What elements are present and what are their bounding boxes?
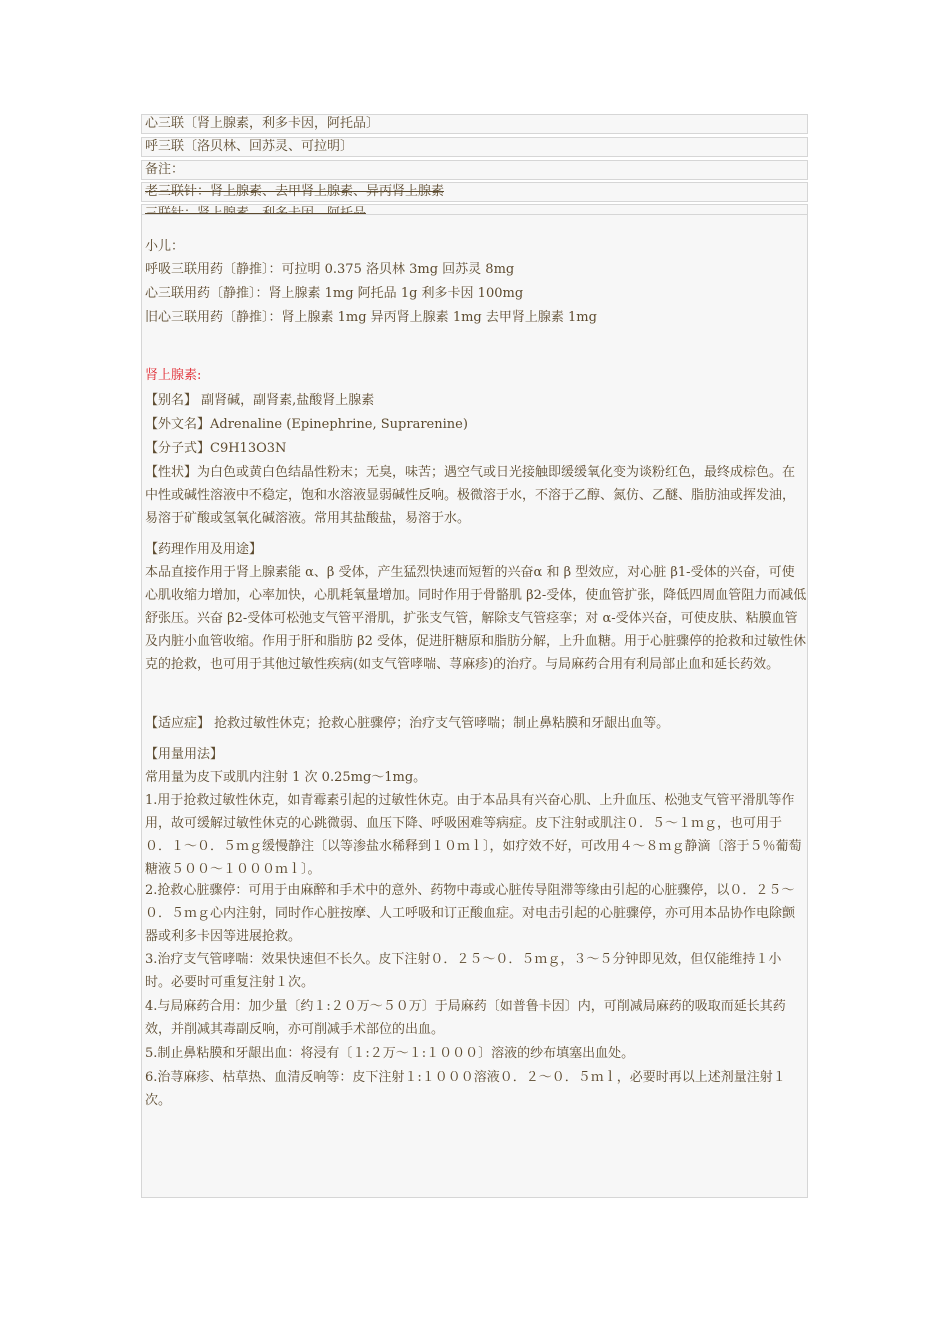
dosage-item-3: 3.治疗支气管哮喘：效果快速但不长久。皮下注射０．２５～０．５ｍｇ，３～５分钟即见效，但仅能维持１小时。必要时可重复注射１次。	[145, 952, 782, 990]
dosage-heading: 【用量用法】	[145, 747, 224, 762]
combo-row-old-triple: 老三联针：肾上腺素、去甲肾上腺素、异丙肾上腺素	[141, 182, 808, 202]
dosage-item-6: 6.治荨麻疹、枯草热、血清反响等：皮下注射１:１０００溶液０．２～０．５ｍｌ，必要时再以上述剂量注射１次。	[145, 1070, 786, 1108]
pediatric-line-old-cardiac: 旧心三联用药〔静推〕：肾上腺素 1mg 异丙肾上腺素 1mg 去甲肾上腺素 1mg	[145, 310, 597, 325]
drug-properties: 【性状】为白色或黄白色结晶性粉末；无臭，味苦；遇空气或日光接触即缓缓氧化变为谈粉红色，最终成棕色。在中性或碱性溶液中不稳定，饱和水溶液显弱碱性反响。极微溶于水，不溶于乙醇、氮仿、乙醚、脂肪油或挥发油，易溶于矿酸或氢氧化碱溶液。常用其盐酸盐，易溶于水。	[145, 465, 796, 526]
pediatric-line-respiratory: 呼吸三联用药〔静推〕：可拉明 0.375 洛贝林 3mg 回苏灵 8mg	[145, 262, 515, 277]
dosage-item-4: 4.与局麻药合用：加少量〔约１:２０万～５０万〕于局麻药〔如普鲁卡因〕内，可削减局麻药的吸取而延长其药效，并削减其毒副反响，亦可削减手术部位的出血。	[145, 999, 786, 1037]
drug-title: 肾上腺素:	[145, 368, 202, 383]
drug-alias: 【别名】 副肾碱，副肾素,盐酸肾上腺素	[145, 393, 375, 408]
pharmacology-text: 本品直接作用于肾上腺素能 α、β 受体，产生猛烈快速而短暂的兴奋α 和 β 型效应，对心脏 β1-受体的兴奋，可使心肌收缩力增加，心率加快，心肌耗氧量增加。同时作用于骨骼肌 β2-受体，使血管扩张，降低四周血管阻力而减低舒张压。兴奋 β2-受体可松弛支气管平滑肌，扩张支气管，解除支气管痉挛；对 α-受体兴奋，可使皮肤、粘膜血管及内脏小血管收缩。作用于肝和脂肪 β2 受体，促进肝糖原和脂肪分解，上升血糖。用于心脏骤停的抢救和过敏性休克的抢救，也可用于其他过敏性疾病(如支气管哮喘、荨麻疹)的治疗。与局麻药合用有利局部止血和延长药效。	[145, 565, 807, 672]
dosage-intro: 常用量为皮下或肌内注射 1 次 0.25mg～1mg。	[145, 770, 427, 785]
pediatric-line-cardiac: 心三联用药〔静推〕：肾上腺素 1mg 阿托品 1g 利多卡因 100mg	[145, 286, 524, 301]
combo-row-note: 备注：	[141, 160, 808, 180]
drug-formula: 【分子式】C9H13O3N	[145, 441, 287, 456]
pharmacology-heading: 【药理作用及用途】	[145, 542, 263, 557]
indications: 【适应症】 抢救过敏性休克；抢救心脏骤停；治疗支气管哮喘；制止鼻粘膜和牙龈出血等。	[145, 716, 670, 731]
pediatric-heading: 小儿：	[145, 239, 185, 254]
drug-foreign-name: 【外文名】Adrenaline (Epinephrine, Suprarenine)	[145, 417, 468, 432]
combo-row-heart: 心三联〔肾上腺素，利多卡因，阿托品〕	[141, 114, 808, 134]
combo-row-breath: 呼三联〔洛贝林、回苏灵、可拉明〕	[141, 137, 808, 157]
dosage-item-2: 2.抢救心脏骤停：可用于由麻醉和手术中的意外、药物中毒或心脏传导阻滞等缘由引起的心脏骤停，以０．２５～０．５ｍｇ心内注射，同时作心脏按摩、人工呼吸和订正酸血症。对电击引起的心脏骤停，亦可用本品协作电除颤器或利多卡因等进展抢救。	[145, 883, 796, 944]
dosage-item-1: 1.用于抢救过敏性休克，如青霉素引起的过敏性休克。由于本品具有兴奋心肌、上升血压、松弛支气管平滑肌等作用，故可缓解过敏性休克的心跳微弱、血压下降、呼吸困难等病症。皮下注射或肌注０．５～１ｍｇ，也可用于０．１～０．５ｍｇ缓慢静注〔以等渗盐水稀释到１０ｍｌ〕，如疗效不好，可改用４～８ｍｇ静滴〔溶于５％葡萄糖液５００～１０００ｍｌ〕。	[145, 793, 802, 877]
dosage-item-5: 5.制止鼻粘膜和牙龈出血：将浸有〔１:２万～１:１０００〕溶液的纱布填塞出血处。	[145, 1046, 635, 1061]
